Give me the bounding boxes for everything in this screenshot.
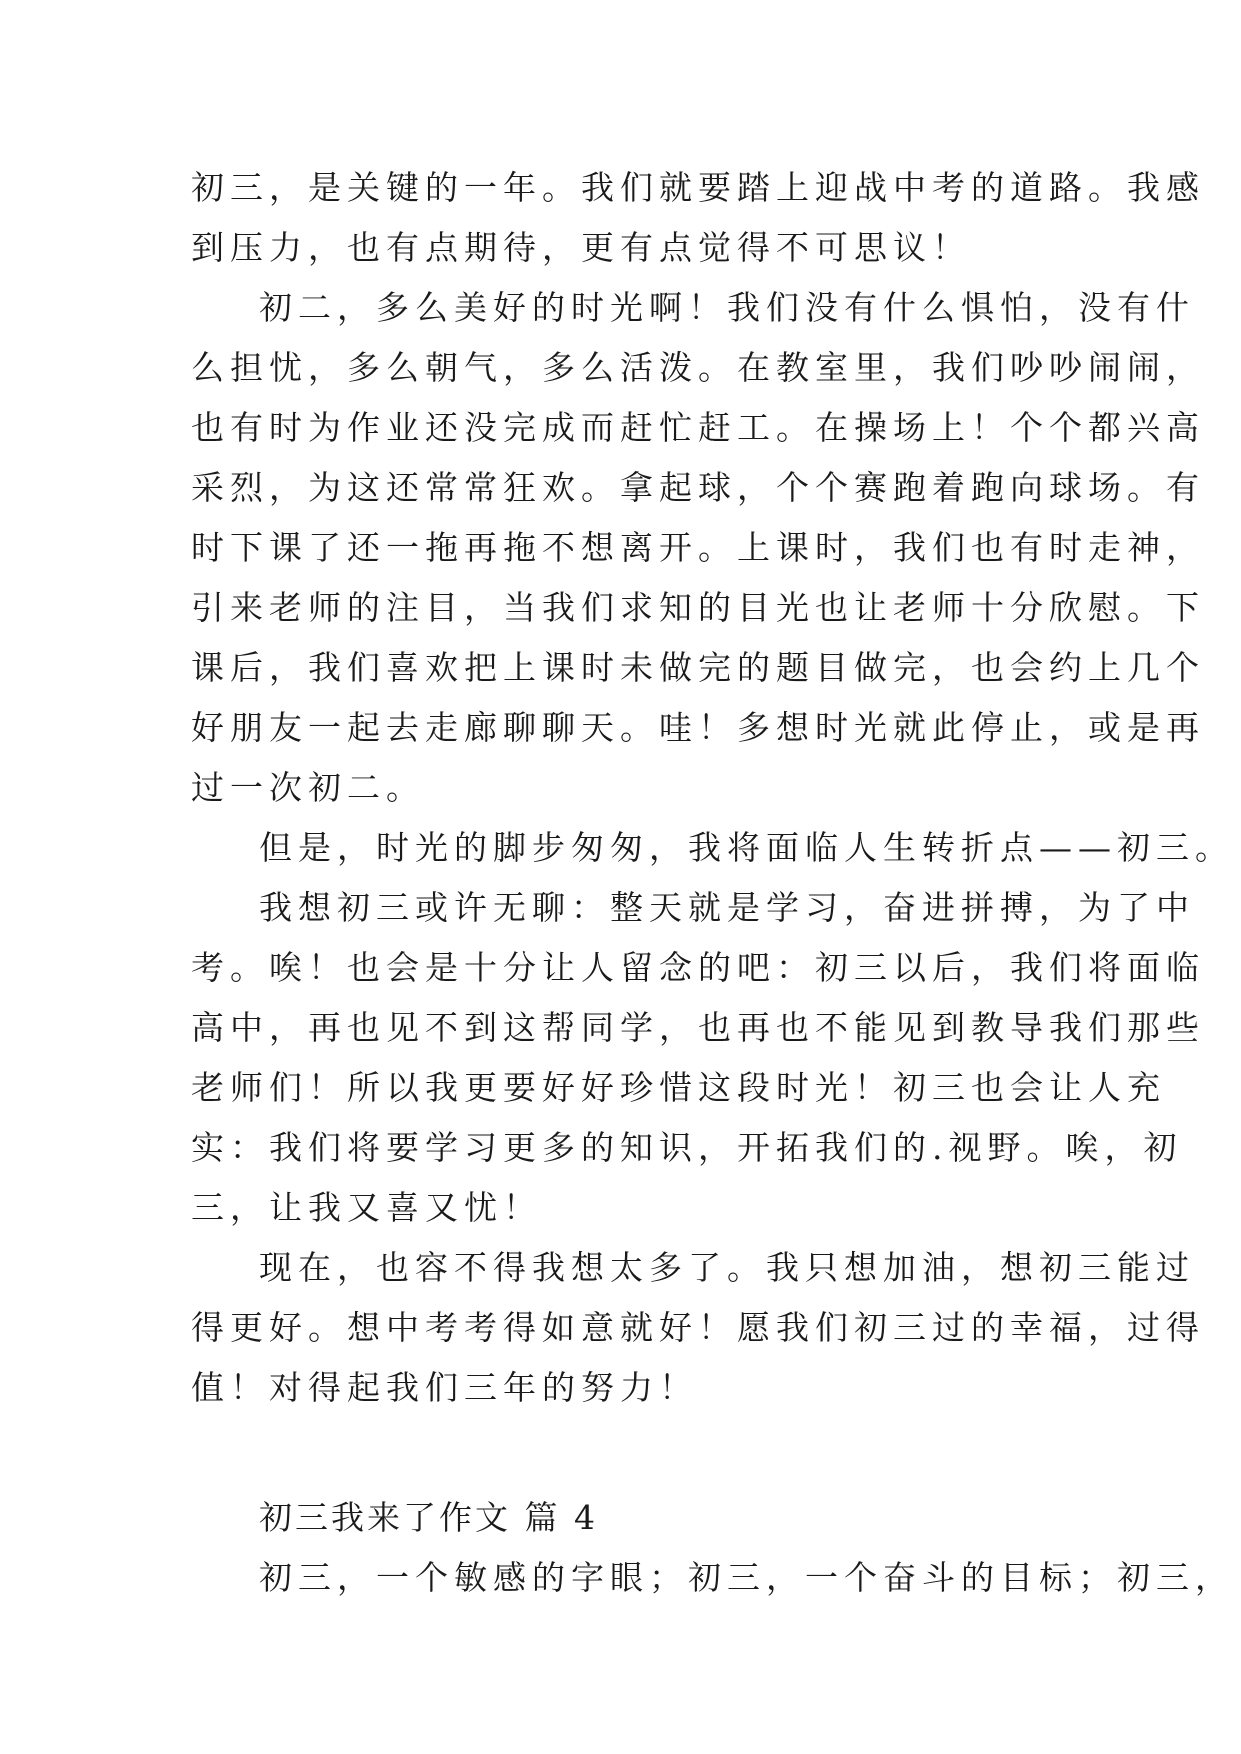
text-line: 实：我们将要学习更多的知识，开拓我们的.视野。唉，初 [191, 1128, 1183, 1167]
text-line: 初三，是关键的一年。我们就要踏上迎战中考的道路。我感 [191, 168, 1205, 207]
text-line: 但是，时光的脚步匆匆，我将面临人生转折点——初三。 [259, 828, 1234, 867]
text-line: 好朋友一起去走廊聊聊天。哇！多想时光就此停止，或是再 [191, 708, 1205, 747]
text-line: 初三，一个敏感的字眼；初三，一个奋斗的目标；初三， [259, 1558, 1234, 1597]
text-line: 课后，我们喜欢把上课时未做完的题目做完，也会约上几个 [191, 648, 1205, 687]
text-line: 得更好。想中考考得如意就好！愿我们初三过的幸福，过得 [191, 1308, 1205, 1347]
text-line: 引来老师的注目，当我们求知的目光也让老师十分欣慰。下 [191, 588, 1205, 627]
text-line: 老师们！所以我更要好好珍惜这段时光！初三也会让人充 [191, 1068, 1166, 1107]
text-line: 高中，再也见不到这帮同学，也再也不能见到教导我们那些 [191, 1008, 1205, 1047]
text-line: 也有时为作业还没完成而赶忙赶工。在操场上！个个都兴高 [191, 408, 1205, 447]
essay-body [191, 158, 1234, 1608]
text-line: 么担忧，多么朝气，多么活泼。在教室里，我们吵吵闹闹， [191, 348, 1205, 387]
text-line: 采烈，为这还常常狂欢。拿起球，个个赛跑着跑向球场。有 [191, 468, 1205, 507]
text-line: 过一次初二。 [191, 768, 425, 807]
text-line: 值！对得起我们三年的努力！ [191, 1368, 698, 1407]
text-line: 初二，多么美好的时光啊！我们没有什么惧怕，没有什 [259, 288, 1195, 327]
text-line: 现在，也容不得我想太多了。我只想加油，想初三能过 [259, 1248, 1195, 1287]
text-line: 我想初三或许无聊：整天就是学习，奋进拼搏，为了中 [259, 888, 1195, 927]
text-line: 考。唉！也会是十分让人留念的吧：初三以后，我们将面临 [191, 948, 1205, 987]
text-line: 三，让我又喜又忧！ [191, 1188, 542, 1227]
text-line: 时下课了还一拖再拖不想离开。上课时，我们也有时走神， [191, 528, 1205, 567]
section-heading: 初三我来了作文 篇 4 [259, 1498, 598, 1537]
text-line: 到压力，也有点期待，更有点觉得不可思议！ [191, 228, 971, 267]
